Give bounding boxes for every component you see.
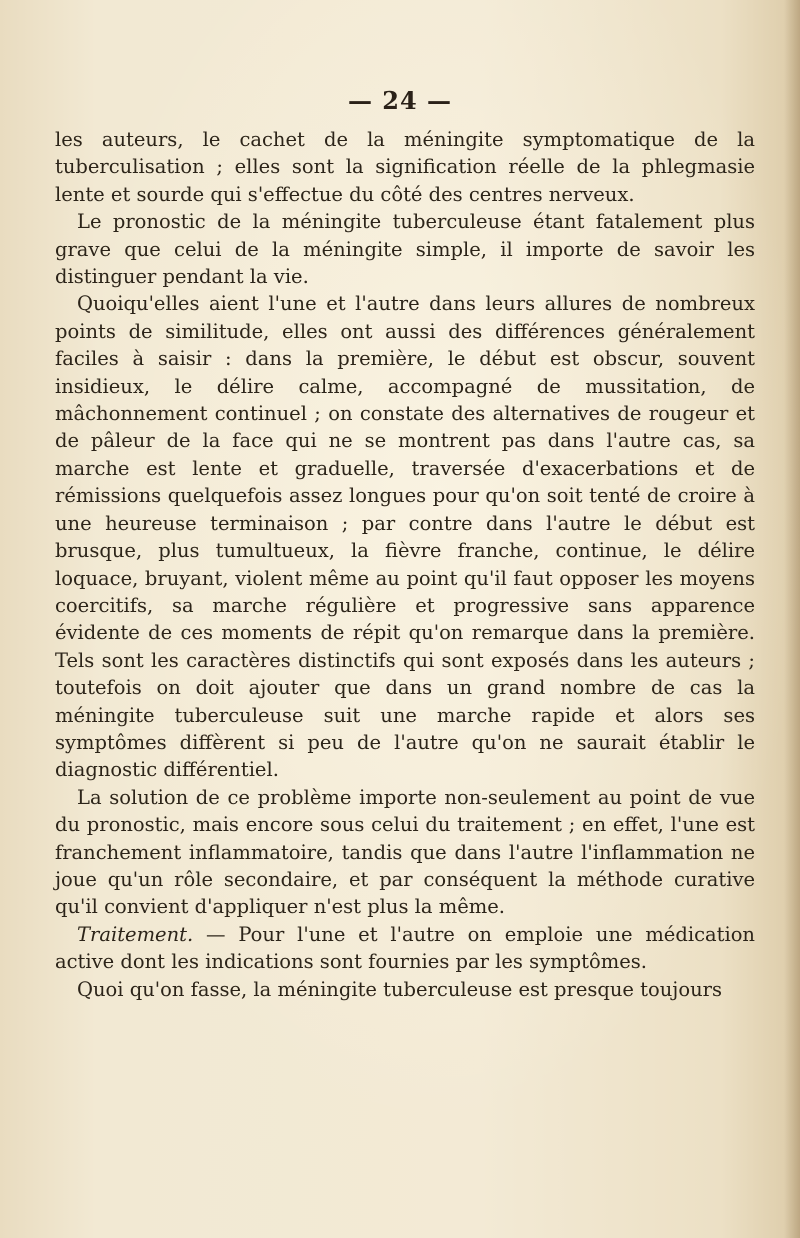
paragraph-traitement — [55, 921, 755, 976]
paragraph-continuation: les auteurs, le cachet de la méningite symptomatique de la tuberculisation ; elles sont la signification réelle de la phlegmasie lente et sourde qui s'effectue du côté des centres nerveux. — [55, 128, 755, 206]
traitement-heading: Traitement. — [77, 922, 194, 946]
paragraph-solution: La solution de ce problème importe non-seulement au point de vue du pronostic, mais encore sous celui du traitement ; en effet, l'une est franchement inflammatoire, tandis que dans l'autre l'inflammation ne joue qu'un rôle secondaire, et par conséquent la méthode curative qu'il convient d'appliquer n'est plus la même. — [55, 785, 755, 919]
page-number: — 24 — — [347, 86, 453, 115]
paragraph-final: Quoi qu'on fasse, la méningite tuberculeuse est presque toujours — [77, 977, 722, 1001]
paragraph-pronostic: Le pronostic de la méningite tuberculeuse étant fatalement plus grave que celui de la méningite simple, il importe de savoir les distinguer pendant la vie. — [55, 210, 755, 289]
page-gutter-shadow — [784, 0, 800, 1238]
paragraph-differences: Quoiqu'elles aient l'une et l'autre dans leurs allures de nombreux points de similitude, elles ont aussi des différences généralement faciles à saisir : dans la première, le début est obscur, souvent insidieux, le délire calme, accompagné de mussitation, de mâchonnement continuel ; on constate des alternatives de rougeur et de pâleur de la face qui ne se montrent pas dans l'autre cas, sa marche est lente et graduelle, traversée d'exacerbations et de rémissions quelquefois assez longues pour qu'on soit tenté de croire à une heureuse terminaison ; par contre dans l'autre le début est brusque, plus tumultueux, la fièvre franche, continue, le délire loquace, bruyant, violent même au point qu'il faut opposer les moyens coercitifs, sa marche régulière et progressive sans apparence évidente de ces moments de répit qu'on remarque dans la première. Tels sont les caractères distinctifs qui sont exposés dans les auteurs ; toutefois on doit ajouter que dans un grand nombre de cas la méningite tuberculeuse suit une marche rapide et alors ses symptômes diffèrent si peu de l'autre qu'on ne saurait établir le diagnostic différentiel. — [55, 292, 755, 782]
body-text — [55, 126, 755, 1003]
traitement-text: — Pour l'une et l'autre on emploie une médication active dont les indications sont fournies par les symptômes. — [55, 922, 755, 974]
